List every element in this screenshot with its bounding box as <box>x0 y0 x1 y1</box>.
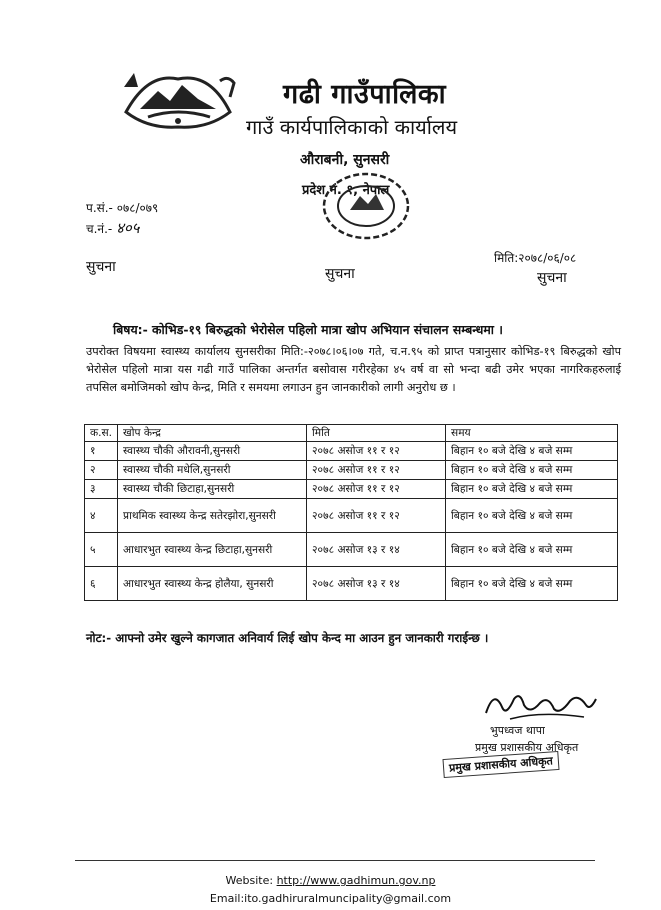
address-line-1: औराबनी, सुनसरी <box>300 152 390 168</box>
ps-label: प.सं.- <box>86 201 113 215</box>
footer-website <box>0 874 661 887</box>
header-center: खोप केन्द्र <box>118 425 307 442</box>
table-row <box>85 533 618 567</box>
cell-sn: २ <box>85 461 118 480</box>
cell-center: आधारभुत स्वास्थ्य केन्द्र छिटाहा,सुनसरी <box>118 533 307 567</box>
cell-center: आधारभुत स्वास्थ्य केन्द्र होलैया, सुनसरी <box>118 567 307 601</box>
cell-center: स्वास्थ्य चौकी मधेलि,सुनसरी <box>118 461 307 480</box>
signature-icon <box>480 685 600 725</box>
cell-time: बिहान १० बजे देखि ४ बजे सम्म <box>446 480 618 499</box>
office-seal-icon <box>320 170 412 242</box>
cell-time: बिहान १० बजे देखि ४ बजे सम्म <box>446 442 618 461</box>
cell-sn: ६ <box>85 567 118 601</box>
cell-time: बिहान १० बजे देखि ४ बजे सम्म <box>446 499 618 533</box>
body-paragraph: उपरोक्त विषयमा स्वास्थ्य कार्यालय सुनसरीका मिति:-२०७८।०६।०७ गते, च.न.९५ को प्राप्त पत्रानुसार कोभिड-१९ बिरुद्धको खोप भेरोसेल पहिलो मात्रा यस गढी गाउँ पालिका अन्तर्गत बसोवास गरीरहेका ४५ वर्ष वा सो भन्दा बढी उमेर भएका नागरिकहरुलाई तपसिल बमोजिमको खोप केन्द्र, मिति र समयमा लगाउन हुन जानकारीको लागी अनुरोध छ । <box>86 345 621 394</box>
dispatch-number <box>86 218 139 238</box>
cell-sn: १ <box>85 442 118 461</box>
note-line: नोट:- आफ्नो उमेर खुल्ने कागजात अनिवार्य लिई खोप केन्द मा आउन हुन जानकारी गराईन्छ । <box>86 631 489 645</box>
footer-divider <box>75 860 595 861</box>
footer-email: Email:ito.gadhiruralmuncipality@gmail.com <box>209 892 452 905</box>
cell-date: २०७८ असोज ११ र १२ <box>307 442 446 461</box>
cell-sn: ३ <box>85 480 118 499</box>
header-sn: क.स. <box>85 425 118 442</box>
issue-date: मिति:२०७८/०६/०८ <box>494 251 577 265</box>
cell-date: २०७८ असोज ११ र १२ <box>307 461 446 480</box>
cell-date: २०७८ असोज १३ र १४ <box>307 567 446 601</box>
header-date: मिति <box>307 425 446 442</box>
vaccination-schedule-table <box>84 424 618 601</box>
notice-heading-left: सुचना <box>86 259 116 275</box>
subject-line: बिषय:- कोभिड-१९ बिरुद्धको भेरोसेल पहिलो मात्रा खोप अभियान संचालन सम्बन्धमा । <box>113 322 503 337</box>
cell-sn: ५ <box>85 533 118 567</box>
table-row <box>85 442 618 461</box>
cell-date: २०७८ असोज ११ र १२ <box>307 499 446 533</box>
cell-time: बिहान १० बजे देखि ४ बजे सम्म <box>446 567 618 601</box>
cn-label: च.नं.- <box>86 222 113 236</box>
table-row <box>85 567 618 601</box>
ps-value: ०७८/०७९ <box>116 201 159 215</box>
cell-date: २०७८ असोज १३ र १४ <box>307 533 446 567</box>
table-header-row <box>85 425 618 442</box>
cn-value: ४०५ <box>116 219 140 237</box>
header-time: समय <box>446 425 618 442</box>
website-link[interactable]: http://www.gadhimun.gov.np <box>276 874 436 887</box>
table-row <box>85 499 618 533</box>
table-row <box>85 480 618 499</box>
cell-time: बिहान १० बजे देखि ४ बजे सम्म <box>446 461 618 480</box>
signatory-name: भुपध्वज थापा <box>490 724 545 737</box>
cell-time: बिहान १० बजे देखि ४ बजे सम्म <box>446 533 618 567</box>
cell-center: स्वास्थ्य चौकी छिटाहा,सुनसरी <box>118 480 307 499</box>
nepal-emblem-icon <box>118 67 238 137</box>
cell-center: स्वास्थ्य चौकी औरावनी,सुनसरी <box>118 442 307 461</box>
signatory-title: प्रमुख प्रशासकीय अधिकृत <box>475 741 579 754</box>
notice-heading-right: सुचना <box>537 270 567 286</box>
cell-sn: ४ <box>85 499 118 533</box>
office-name: गाउँ कार्यपालिकाको कार्यालय <box>246 115 458 139</box>
cell-center: प्राथमिक स्वास्थ्य केन्द्र सतेरझोरा,सुनसरी <box>118 499 307 533</box>
page-title: गढी गाउँपालिका <box>283 79 447 110</box>
designation-stamp: प्रमुख प्रशासकीय अधिकृत <box>442 751 559 778</box>
notice-heading-center: सुचना <box>325 266 355 282</box>
cell-date: २०७८ असोज ११ र १२ <box>307 480 446 499</box>
address-line-2: प्रदेश नं. १, नेपाल <box>302 183 390 198</box>
website-label: Website: <box>225 874 274 887</box>
table-row <box>85 461 618 480</box>
reference-number <box>86 199 158 216</box>
